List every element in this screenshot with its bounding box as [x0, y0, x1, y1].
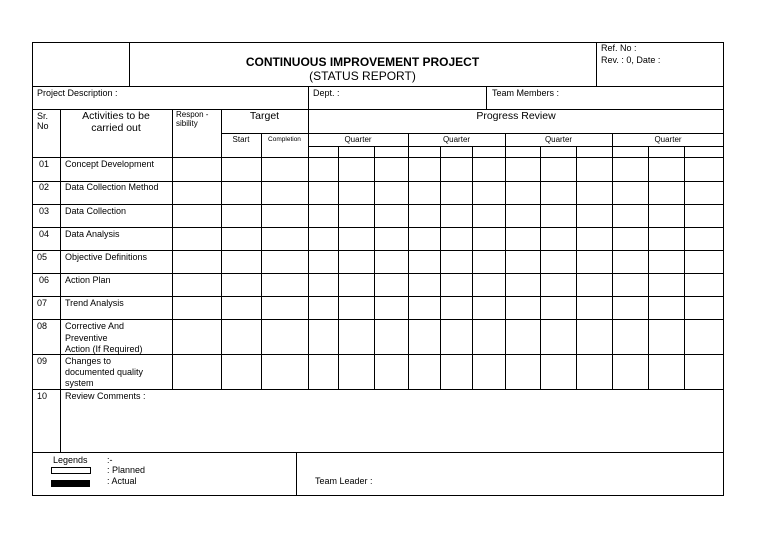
row-03-no: 03 — [39, 206, 50, 216]
row-09-activity: Changes to documented quality system — [65, 356, 144, 388]
legend-planned-label: : Planned — [107, 465, 146, 475]
start-header: Start — [232, 135, 250, 144]
quarter-header-1: Quarter — [344, 135, 372, 144]
row-02-no: 02 — [39, 182, 50, 192]
row-05-no: 05 — [37, 252, 48, 262]
row-03-activity: Data Collection — [65, 206, 127, 216]
legend-planned-swatch — [51, 467, 91, 474]
progress-review-header: Progress Review — [476, 110, 556, 122]
row-07-no: 07 — [37, 298, 48, 308]
row-04-no: 04 — [39, 229, 50, 239]
row-08-no: 08 — [37, 321, 48, 331]
row-05-activity: Objective Definitions — [65, 252, 148, 262]
project-description-label: Project Description : — [37, 88, 118, 98]
ref-no-label: Ref. No : — [601, 43, 637, 53]
legend-colon: :- — [107, 455, 113, 465]
row-01-activity: Concept Development — [65, 159, 155, 169]
row-01-no: 01 — [39, 159, 50, 169]
row-06-activity: Action Plan — [65, 275, 111, 285]
row-10-no: 10 — [37, 391, 48, 401]
team-members-label: Team Members : — [492, 88, 560, 98]
row-02-activity: Data Collection Method — [65, 182, 159, 192]
activities-header: Activities to be carried out — [82, 110, 150, 135]
row-06-no: 06 — [39, 275, 50, 285]
legend-actual-swatch — [51, 480, 90, 487]
review-comments-label: Review Comments : — [65, 391, 146, 401]
legend-actual-label: : Actual — [107, 476, 137, 486]
quarter-header-4: Quarter — [654, 135, 682, 144]
target-header: Target — [249, 110, 280, 122]
quarter-header-3: Quarter — [544, 135, 573, 144]
dept-label: Dept. : — [313, 88, 340, 98]
completion-header: Completion — [268, 136, 301, 143]
responsibility-header: Respon - sibility — [176, 110, 209, 129]
row-09-no: 09 — [37, 356, 48, 366]
legend-title: Legends — [53, 455, 88, 465]
quarter-header-2: Quarter — [442, 135, 471, 144]
row-04-activity: Data Analysis — [65, 229, 120, 239]
team-leader-label: Team Leader : — [315, 476, 373, 486]
row-07-activity: Trend Analysis — [65, 298, 124, 308]
row-08-activity: Corrective And Preventive Action (If Required) — [65, 321, 143, 354]
form-title: CONTINUOUS IMPROVEMENT PROJECT — [245, 55, 480, 69]
rev-date-label: Rev. : 0, Date : — [601, 55, 661, 65]
form-subtitle: (STATUS REPORT) — [309, 69, 416, 83]
sr-no-header: Sr. No — [37, 111, 49, 132]
